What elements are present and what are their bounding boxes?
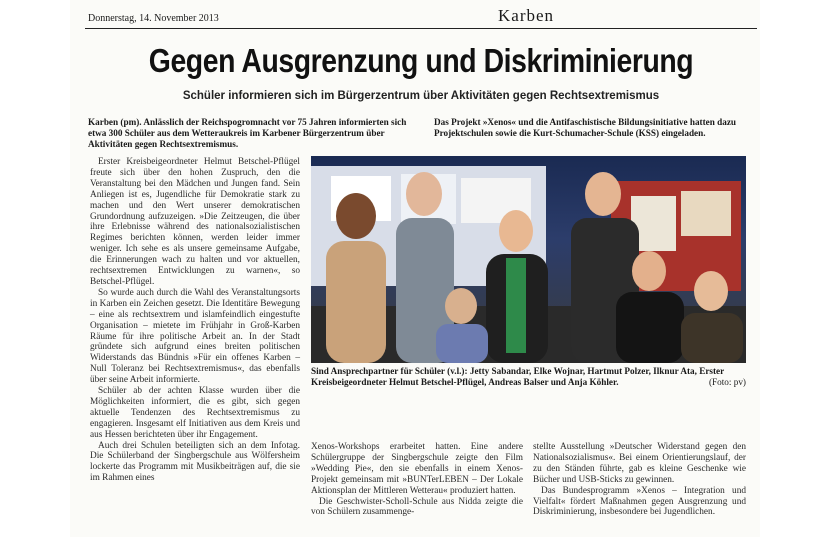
article-subheadline: Schüler informieren sich im Bürgerzentrum über Aktivitäten gegen Rechtsextremismus [182,90,660,102]
paragraph: Erster Kreisbeigeordneter Helmut Betschel-Pflügel freute sich über den hohen Zuspruch, den die Veranstaltung bei den Mädchen und Jungen fand. Sein Anliegen ist es, Jugendliche für Demokratie stark zu machen und den Wert unserer demokratischen Grundordnung aufzuzeigen. »Die Zeitzeugen, die über ihre Erlebnisse während des nationalsozialistischen Regimes berichten können, werden leider immer weniger. Ich sehe es als unsere gemeinsame Aufgabe, die Erinnerungen wach zu halten und vor aktuellen, rechtsextremen Entwicklungen zu warnen«, so Betschel-Pflügel. [90,157,300,287]
photo-credit: (Foto: pv) [708,376,746,387]
section-title: Karben [498,6,555,25]
article-column-1 [90,157,300,484]
issue-date: Donnerstag, 14. November 2013 [88,13,219,24]
paragraph: Xenos-Workshops erarbeitet hatten. Eine andere Schülergruppe der Singbergschule zeigte den Film »Wedding Pie«, den sie ebenfalls in einem Xenos-Projekt gemeinsam mit »BUNTerLEBEN – Der Lokale Aktionsplan der Mittleren Wetterau« produziert hatten. [311,442,523,496]
paragraph: Das Bundesprogramm »Xenos – Integration und Vielfalt« fördert Maßnahmen gegen Ausgrenzung und Diskriminierung, insbesondere bei Jugendlichen. [533,485,746,518]
paragraph: stellte Ausstellung »Deutscher Widerstand gegen den Nationalsozialismus«. Bei einem Orientierungslauf, der zu den Ständen führte, gab es kleine Geschenke wie Bücher und USB-Sticks zu gewinnen. [533,442,746,485]
group-photo [311,156,746,363]
article-headline: Gegen Ausgrenzung und Diskriminierung [148,42,694,79]
article-column-3 [533,442,746,518]
photo-caption [311,366,746,388]
header-divider [85,28,757,29]
paragraph: Auch drei Schulen beteiligten sich an dem Infotag. Die Schülerband der Singbergschule aus Wölfersheim lockerte das Programm mit Musikbeiträgen auf, die sie im Rahmen eines [90,440,300,484]
paragraph: So wurde auch durch die Wahl des Veranstaltungsorts in Karben ein Zeichen gesetzt. Die Identitäre Bewegung – eine als rechtsextrem und islamfeindlich eingestufte Organisation – mietete im Frühjahr in Groß-Karben Räume für ihre politische Arbeit an. In der Stadt gründete sich aufgrund eines breiten politischen Widerstands das Bündnis »Für ein offenes Karben – Null Toleranz bei Rechtsextremismus«, das ebenfalls über seine Arbeit informierte. [90,287,300,386]
paragraph: Die Geschwister-Scholl-Schule aus Nidda zeigte die von Schülern zusammenge- [311,496,523,518]
article-column-2 [311,442,523,518]
caption-text: Sind Ansprechpartner für Schüler (v.l.): Jetty Sabandar, Elke Wojnar, Hartmut Polzer, Ilknur Ata, Erster Kreisbeigeordneter Helmut Betschel-Pflügel, Andreas Balser und Anja Köhler. [311,366,725,387]
lead-paragraph-right: Das Projekt »Xenos« und die Antifaschistische Bildungsinitiative hatten dazu Projektschulen sowie die Kurt-Schumacher-Schule (KSS) eingeladen. [434,117,737,138]
lead-paragraph-left: Karben (pm). Anlässlich der Reichspogromnacht vor 75 Jahren informierten sich etwa 300 Schüler aus dem Wetteraukreis im Karbener Bürgerzentrum über Aktivitäten gegen Rechtsextremismus. [88,117,407,149]
paragraph: Schüler ab der achten Klasse wurden über die Möglichkeiten informiert, die es gibt, sich gegen aktuelle Tendenzen des Rechtsextremismus zu engagieren. Insgesamt elf Initiativen aus dem Kreis und aus Hessen berichteten über ihr Engagement. [90,386,300,440]
